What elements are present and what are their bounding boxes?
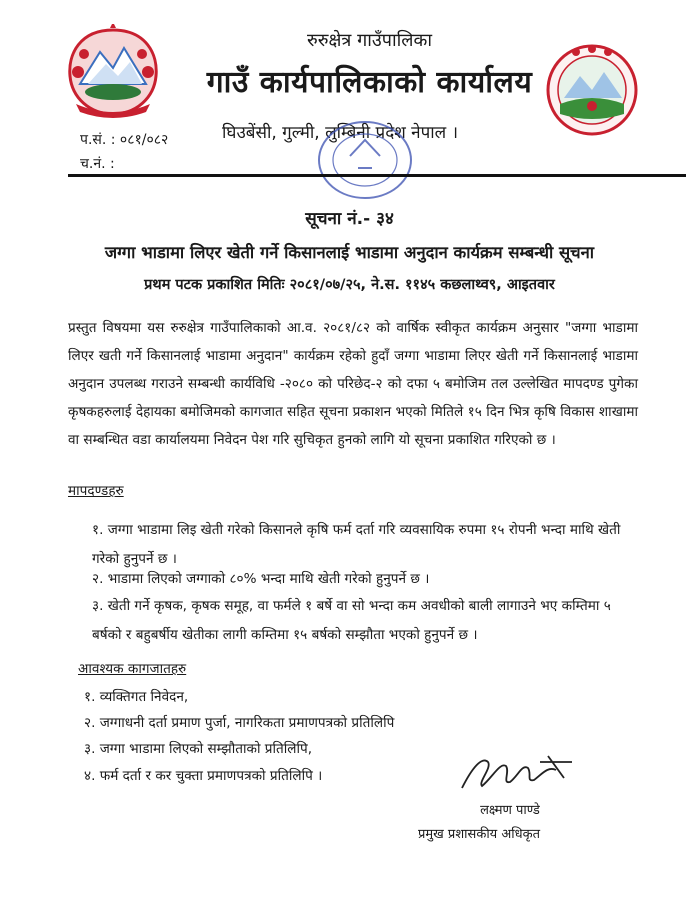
documents-heading: आवश्यक कागजातहरु xyxy=(78,661,187,677)
reference-number: प.सं. : ०८१/०८२ xyxy=(80,132,169,148)
criteria-item: १. जग्गा भाडामा लिइ खेती गरेको किसानले कृषि फर्म दर्ता गरि व्यवसायिक रुपमा १५ रोपनी भन्दा माथि खेती गरेको हुनुपर्ने छ । xyxy=(92,522,621,567)
header-divider xyxy=(68,174,686,177)
notice-number: सूचना नं.- ३४ xyxy=(305,209,394,229)
criteria-heading: मापदण्डहरु xyxy=(68,483,124,499)
municipality-name: रुरुक्षेत्र गाउँपालिका xyxy=(307,30,432,51)
signer-name: लक्ष्मण पाण्डे xyxy=(480,803,540,818)
notice-body: प्रस्तुत विषयमा यस रुरुक्षेत्र गाउँपालिकाको आ.व. २०८१/८२ को वार्षिक स्वीकृत कार्यक्रम अनुसार "जग्गा भाडामा लिएर खती गर्ने किसानलाई भाडामा अनुदान" कार्यक्रम रहेको हुदाँ जग्गा भाडामा लिएर खेती गर्ने किसानलाई भाडामा अनुदान उपलब्ध गराउने सम्बन्धी कार्यविधि -२०८० को परिछेद-२ को दफा ५ बमोजिम तल उल्लेखित मापदण्ड पुगेका कृषकहरुलाई देहायका बमोजिमको कागजात सहित सूचना प्रकाशन भएको मितिले १५ दिन भित्र कृषि विकास शाखामा वा सम्बन्धित वडा कार्यालयमा निवेदन पेश गरि सुचिकृत हुनको लागि यो सूचना प्रकाशित गरिएको छ । xyxy=(68,320,638,448)
notice-title: जग्गा भाडामा लिएर खेती गर्ने किसानलाई भाडामा अनुदान कार्यक्रम सम्बन्धी सूचना xyxy=(104,243,595,262)
office-address: घिउबेंसी, गुल्मी, लुम्बिनी प्रदेश नेपाल । xyxy=(222,123,459,143)
document-item: २. जग्गाधनी दर्ता प्रमाण पुर्जा, नागरिकता प्रमाणपत्रको प्रतिलिपि xyxy=(84,715,395,731)
office-stamp-icon xyxy=(310,110,420,220)
criteria-item: ३. खेती गर्ने कृषक, कृषक समूह, वा फर्मले १ बर्षे वा सो भन्दा कम अवधीको बाली लागाउने भए कम्तिमा ५ बर्षको र बहुबर्षीय खेतीका लागी कम्तिमा १५ बर्षको सम्झौता भएको हुनुपर्ने छ । xyxy=(92,598,611,643)
publication-date: प्रथम पटक प्रकाशित मितिः २०८१/०७/२५, ने.स. ११४५ कछलाथ्व९, आइतवार xyxy=(144,277,555,293)
municipality-seal-icon xyxy=(546,44,638,136)
office-title: गाउँ कार्यपालिकाको कार्यालय xyxy=(206,65,533,100)
dispatch-number: च.नं. : xyxy=(80,156,115,172)
document-item: ४. फर्म दर्ता र कर चुक्ता प्रमाणपत्रको प्रतिलिपि । xyxy=(84,768,323,784)
signature-icon xyxy=(452,748,582,798)
signer-designation: प्रमुख प्रशासकीय अधिकृत xyxy=(418,827,541,842)
document-item: ३. जग्गा भाडामा लिएको सम्झौताको प्रतिलिपि, xyxy=(84,741,313,757)
criteria-item: २. भाडामा लिएको जग्गाको ८०% भन्दा माथि खेती गरेको हुनुपर्ने छ । xyxy=(92,571,430,587)
document-item: १. व्यक्तिगत निवेदन, xyxy=(84,689,189,705)
